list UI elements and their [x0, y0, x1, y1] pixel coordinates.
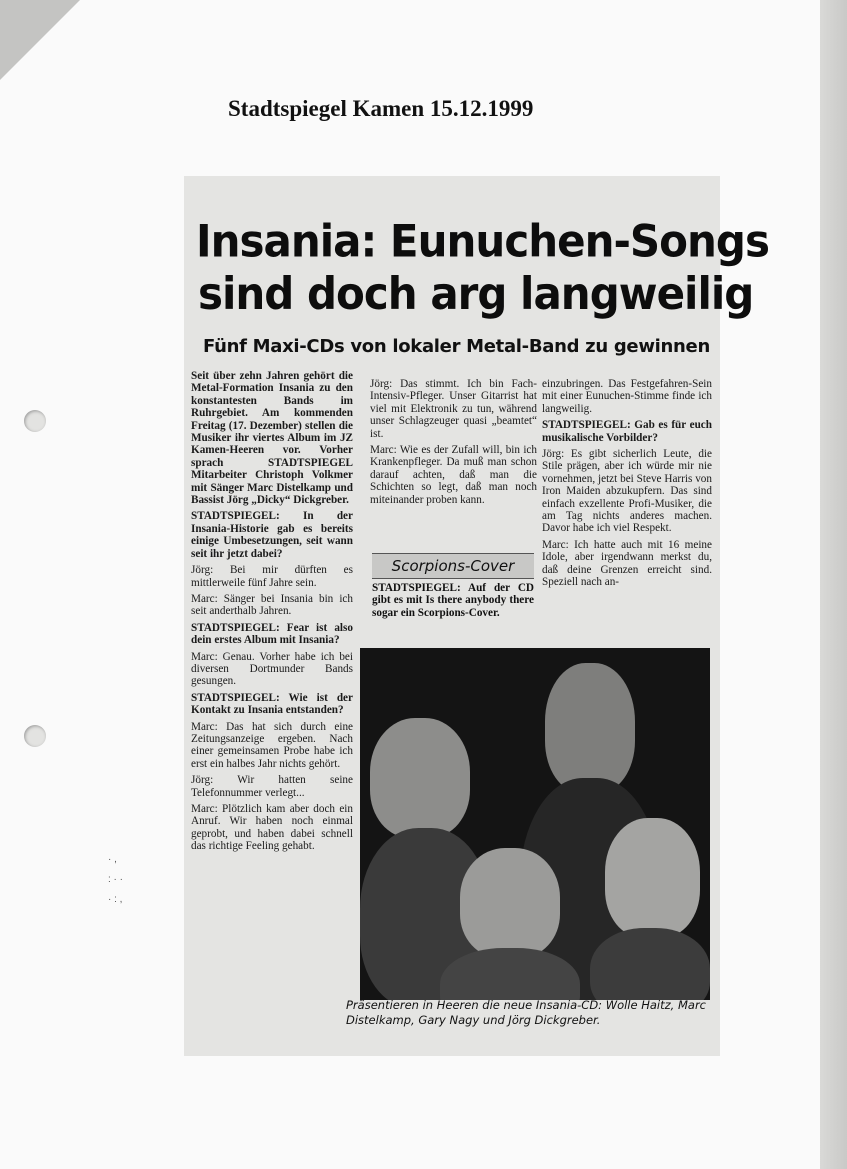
column-2 [370, 378, 537, 510]
col1-paragraph-7: Marc: Das hat sich durch eine Zeitungsanzeige ergeben. Nach einer gemeinsamen Probe habe ich erst ein halbes Jahr nichts gehört. [191, 720, 353, 770]
band-member-1-head [370, 718, 470, 838]
photo-caption: Präsentieren in Heeren die neue Insania-CD: Wolle Haitz, Marc Distelkamp, Gary Nagy und Jörg Dickgreber. [346, 998, 706, 1027]
col3-paragraph-4: Marc: Ich hatte auch mit 16 meine Idole, aber irgendwann merkst du, daß deine Grenzen erreicht sind. Speziell nach an- [542, 538, 712, 589]
headline [196, 215, 769, 321]
col3-paragraph-1: einzubringen. Das Festgefahren-Sein mit einer Eunuchen-Stimme finde ich langweilig. [542, 378, 712, 415]
section-kicker: Scorpions-Cover [372, 553, 534, 579]
col3-paragraph-2: STADTSPIEGEL: Gab es für euch musikalische Vorbilder? [542, 419, 712, 444]
col1-paragraph-6: STADTSPIEGEL: Wie ist der Kontakt zu Insania entstanden? [191, 691, 353, 717]
col2-paragraph-1: Jörg: Das stimmt. Ich bin Fach-Intensiv-Pfleger. Unser Gitarrist hat viel mit Elektronik zu tun, während unser Schlagzeuger quasi „beamtet“ ist. [370, 378, 537, 440]
col1-paragraph-1: STADTSPIEGEL: In der Insania-Historie gab es bereits einige Umbesetzungen, seit wann seit ihr jetzt dabei? [191, 510, 353, 560]
band-member-3-head [460, 848, 560, 958]
col1-paragraph-4: STADTSPIEGEL: Fear ist also dein erstes Album mit Insania? [191, 621, 353, 647]
subheadline: Fünf Maxi-CDs von lokaler Metal-Band zu gewinnen [203, 336, 710, 357]
band-member-4-head [605, 818, 700, 938]
col1-paragraph-2: Jörg: Bei mir dürften es mittlerweile fünf Jahre sein. [191, 564, 353, 589]
margin-scan-marks: · , : · · · : , [108, 854, 123, 905]
band-member-4-body [590, 928, 710, 1000]
band-member-2-head [545, 663, 635, 793]
col3-paragraph-3: Jörg: Es gibt sicherlich Leute, die Stile prägen, aber ich würde mir nie vornehmen, jetzt bei Steve Harris von Iron Maiden abzukupfern. Das sind einfach exzellente Profi-Musiker, die am Tag nichts anderes machen. Davor habe ich viel Respekt. [542, 448, 712, 535]
col2-paragraph-3: STADTSPIEGEL: Auf der CD gibt es mit Is there anybody there sogar ein Scorpions-Cover. [372, 582, 534, 619]
source-line: Stadtspiegel Kamen 15.12.1999 [228, 96, 534, 121]
punch-hole-bottom [24, 725, 46, 747]
intro-paragraph: Seit über zehn Jahren gehört die Metal-Formation Insania zu den konstantesten Bands im Ruhrgebiet. Am kommenden Freitag (17. Dezember) stellen die Musiker ihr viertes Album im JZ Kamen-Heeren vor. Vorher sprach STADTSPIEGEL Mitarbeiter Christoph Volkmer mit Sänger Marc Distelkamp und Bassist Jörg „Dicky“ Dickgreber. [191, 370, 353, 507]
band-photo [360, 648, 710, 1000]
column-1 [191, 370, 353, 857]
headline-line-2: sind doch arg langweilig [198, 268, 754, 320]
column-3 [542, 378, 712, 593]
col1-paragraph-5: Marc: Genau. Vorher habe ich bei diversen Dortmunder Bands gesungen. [191, 650, 353, 688]
column-2-continued [372, 582, 534, 619]
folded-corner [0, 0, 80, 80]
page-edge [820, 0, 847, 1169]
col1-paragraph-3: Marc: Sänger bei Insania bin ich seit anderthalb Jahren. [191, 592, 353, 618]
punch-hole-top [24, 410, 46, 432]
col1-paragraph-8: Jörg: Wir hatten seine Telefonnummer verlegt... [191, 774, 353, 799]
col1-paragraph-9: Marc: Plötzlich kam aber doch ein Anruf. Wir haben noch einmal geprobt, und haben dabei schnell das richtige Feeling gehabt. [191, 803, 353, 853]
col2-paragraph-2: Marc: Wie es der Zufall will, bin ich Krankenpfleger. Da muß man schon darauf achten, daß man die Schichten so legt, daß man noch miteinander proben kann. [370, 444, 537, 506]
headline-line-1: Insania: Eunuchen-Songs [196, 215, 769, 267]
